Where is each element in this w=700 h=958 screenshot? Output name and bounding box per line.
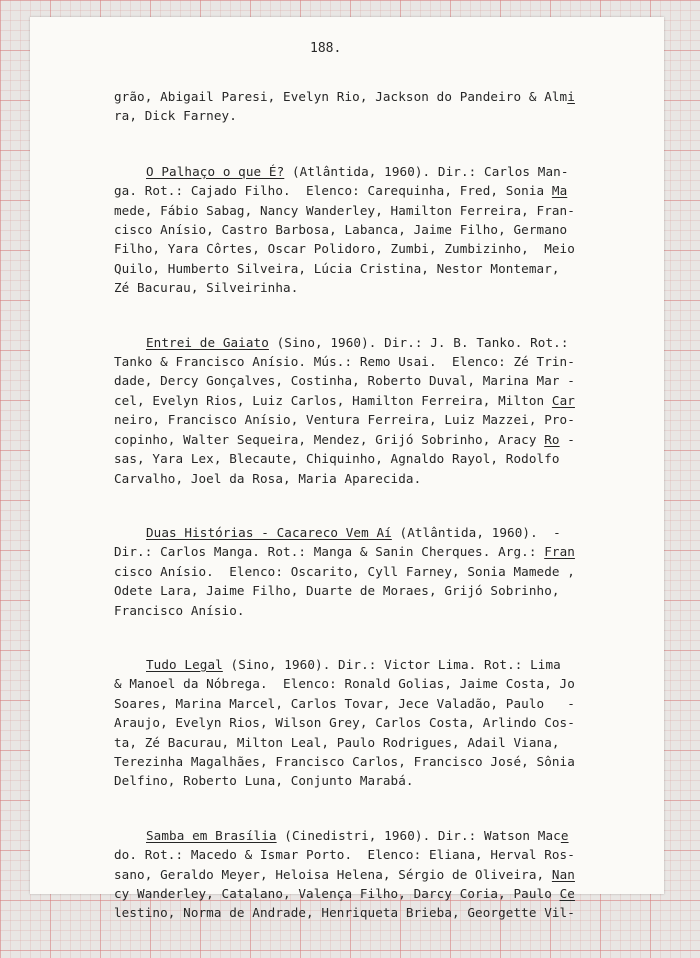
text-line: Filho, Yara Côrtes, Oscar Polidoro, Zumbi, Zumbizinho, Meio: [114, 241, 575, 257]
film-entry: [114, 523, 634, 620]
text-line: cisco Anísio. Elenco: Oscarito, Cyll Farney, Sonia Mamede ,: [114, 563, 575, 579]
text-line: copinho, Walter Sequeira, Mendez, Grijó Sobrinho, Aracy Ro -: [114, 431, 575, 447]
film-entry: [114, 162, 634, 298]
text-line: ta, Zé Bacurau, Milton Leal, Paulo Rodrigues, Adail Viana,: [114, 734, 560, 750]
text-line: Francisco Anísio.: [114, 602, 245, 618]
text-line: Quilo, Humberto Silveira, Lúcia Cristina, Nestor Montemar,: [114, 260, 560, 276]
text-line: ga. Rot.: Cajado Filho. Elenco: Carequinha, Fred, Sonia Ma: [114, 183, 568, 199]
hyphen-underline-mark: Ro: [544, 431, 560, 447]
film-title: Samba em Brasília: [146, 827, 277, 843]
text-line: Tanko & Francisco Anísio. Mús.: Remo Usai. Elenco: Zé Trin-: [114, 354, 575, 370]
text-line: ra, Dick Farney.: [114, 108, 237, 124]
text-line: Samba em Brasília (Cinedistri, 1960). Dir.: Watson Mace: [146, 827, 569, 843]
film-title: Duas Histórias - Cacareco Vem Aí: [146, 524, 392, 540]
text-line: Tudo Legal (Sino, 1960). Dir.: Victor Lima. Rot.: Lima: [146, 656, 561, 672]
text-line: Soares, Marina Marcel, Carlos Tovar, Jece Valadão, Paulo -: [114, 695, 575, 711]
text-line: sas, Yara Lex, Blecaute, Chiquinho, Agnaldo Rayol, Rodolfo: [114, 451, 560, 467]
hyphen-underline-mark: e: [560, 827, 569, 843]
text-line: Terezinha Magalhães, Francisco Carlos, Francisco José, Sônia: [114, 753, 575, 769]
text-line: Carvalho, Joel da Rosa, Maria Aparecida.: [114, 470, 422, 486]
text-line: Dir.: Carlos Manga. Rot.: Manga & Sanin Cherques. Arg.: Fran: [114, 544, 575, 560]
page-number: 188.: [310, 41, 342, 56]
film-title: Entrei de Gaiato: [146, 334, 269, 350]
hyphen-underline-mark: Ce: [559, 886, 575, 901]
text-line: O Palhaço o que É? (Atlântida, 1960). Dir.: Carlos Man-: [146, 163, 569, 179]
film-entry: [114, 655, 634, 791]
hyphen-underline-mark: i: [567, 89, 575, 104]
text-line: dade, Dercy Gonçalves, Costinha, Roberto Duval, Marina Mar -: [114, 373, 575, 389]
text-line: cisco Anísio, Castro Barbosa, Labanca, Jaime Filho, Germano: [114, 222, 568, 238]
film-entry: [114, 826, 634, 923]
text-line: sano, Geraldo Meyer, Heloisa Helena, Sérgio de Oliveira, Nan: [114, 866, 575, 882]
text-line: Entrei de Gaiato (Sino, 1960). Dir.: J. B. Tanko. Rot.:: [146, 334, 569, 350]
document-page: [30, 17, 664, 921]
text-line: Delfino, Roberto Luna, Conjunto Marabá.: [114, 773, 414, 789]
film-title: O Palhaço o que É?: [146, 163, 285, 179]
hyphen-underline-mark: Nan: [551, 866, 575, 882]
text-line: mede, Fábio Sabag, Nancy Wanderley, Hamilton Ferreira, Fran-: [114, 202, 575, 218]
continuation-paragraph: [114, 87, 634, 126]
text-line: neiro, Francisco Anísio, Ventura Ferreira, Luiz Mazzei, Pro-: [114, 412, 575, 428]
film-entry: [114, 333, 634, 488]
text-line: do. Rot.: Macedo & Ismar Porto. Elenco: Eliana, Herval Ros-: [114, 847, 575, 863]
text-line: grão, Abigail Paresi, Evelyn Rio, Jackson do Pandeiro & Almi: [114, 89, 575, 104]
text-line: cel, Evelyn Rios, Luiz Carlos, Hamilton Ferreira, Milton Car: [114, 392, 575, 408]
text-line: & Manoel da Nóbrega. Elenco: Ronald Golias, Jaime Costa, Jo: [114, 676, 575, 692]
hyphen-underline-mark: Fran: [544, 544, 575, 560]
text-line: Duas Histórias - Cacareco Vem Aí (Atlântida, 1960). -: [146, 524, 561, 540]
film-title: Tudo Legal: [146, 656, 223, 672]
text-line: cy Wanderley, Catalano, Valença Filho, Darcy Coria, Paulo Ce: [114, 886, 575, 901]
text-line: Zé Bacurau, Silveirinha.: [114, 280, 299, 296]
text-line: Araujo, Evelyn Rios, Wilson Grey, Carlos Costa, Arlindo Cos-: [114, 715, 575, 731]
hyphen-underline-mark: Ma: [551, 183, 568, 199]
page-content: [114, 87, 634, 958]
text-line: Odete Lara, Jaime Filho, Duarte de Moraes, Grijó Sobrinho,: [114, 583, 560, 599]
hyphen-underline-mark: Car: [551, 392, 575, 408]
text-line: lestino, Norma de Andrade, Henriqueta Brieba, Georgette Vil-: [114, 905, 575, 921]
